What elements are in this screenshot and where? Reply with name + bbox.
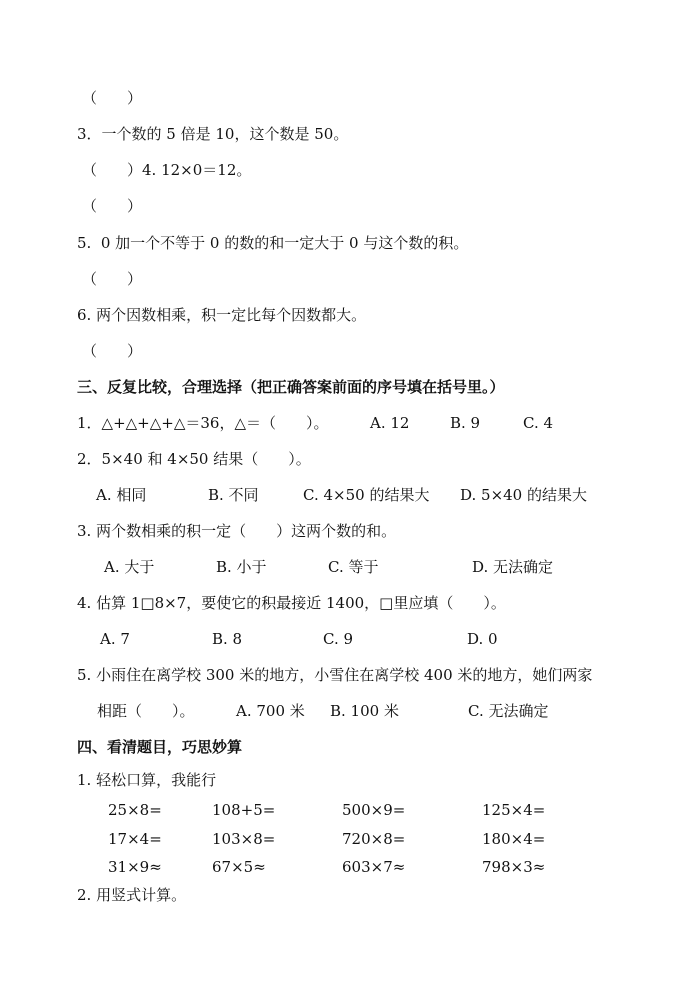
- section-4-heading: 四、看清题目，巧思妙算: [77, 738, 243, 756]
- calc-item: 125×4=: [482, 801, 546, 819]
- choice-question-3: 3. 两个数相乘的积一定（ ）这两个数的和。: [77, 522, 397, 540]
- choice-option: B. 小于: [216, 558, 267, 576]
- choice-option: A. 大于: [104, 558, 155, 576]
- answer-paren: （ ）: [82, 89, 143, 107]
- calc-item: 500×9=: [342, 801, 406, 819]
- choice-option: B. 100 米: [330, 702, 399, 720]
- choice-option: D. 5×40 的结果大: [460, 486, 587, 504]
- answer-paren: （ ）: [82, 342, 143, 360]
- choice-option: C. 9: [323, 630, 354, 648]
- choice-option: C. 无法确定: [468, 702, 549, 720]
- section-3-heading: 三、反复比较，合理选择（把正确答案前面的序号填在括号里。）: [77, 378, 505, 396]
- judge-question-6: 6. 两个因数相乘，积一定比每个因数都大。: [77, 306, 367, 324]
- calc-item: 798×3≈: [482, 858, 546, 876]
- choice-option: A. 相同: [96, 486, 147, 504]
- choice-option: A. 7: [100, 630, 130, 648]
- choice-option: C. 4: [523, 414, 554, 432]
- calc-item: 25×8=: [108, 801, 162, 819]
- answer-paren: （ ）: [82, 270, 143, 288]
- calc-item: 720×8=: [342, 830, 406, 848]
- choice-question-5-continued: 相距（ ）。: [97, 702, 195, 720]
- choice-question-4: 4. 估算 1□8×7，要使它的积最接近 1400，□里应填（ ）。: [77, 594, 506, 612]
- choice-option: C. 等于: [328, 558, 379, 576]
- choice-option: B. 9: [450, 414, 481, 432]
- judge-question-4: （ ）4. 12×0＝12。: [82, 161, 252, 179]
- choice-option: B. 不同: [208, 486, 259, 504]
- calc-item: 17×4=: [108, 830, 162, 848]
- judge-question-5: 5. 0 加一个不等于 0 的数的和一定大于 0 与这个数的积。: [77, 234, 469, 252]
- answer-paren: （ ）: [82, 197, 143, 215]
- vertical-calc-subheading: 2. 用竖式计算。: [77, 886, 187, 904]
- choice-option: C. 4×50 的结果大: [303, 486, 430, 504]
- choice-option: D. 0: [467, 630, 498, 648]
- choice-option: B. 8: [212, 630, 243, 648]
- calc-item: 31×9≈: [108, 858, 162, 876]
- choice-question-5: 5. 小雨住在离学校 300 米的地方，小雪住在离学校 400 米的地方，她们两家: [77, 666, 593, 684]
- choice-option: A. 12: [370, 414, 410, 432]
- calc-item: 180×4=: [482, 830, 546, 848]
- oral-calc-subheading: 1. 轻松口算，我能行: [77, 771, 217, 789]
- calc-item: 67×5≈: [212, 858, 266, 876]
- calc-item: 603×7≈: [342, 858, 406, 876]
- calc-item: 108+5=: [212, 801, 276, 819]
- choice-question-1: 1．△+△+△+△＝36，△＝（ ）。: [77, 414, 329, 432]
- judge-question-3: 3．一个数的 5 倍是 10，这个数是 50。: [77, 125, 349, 143]
- choice-option: D. 无法确定: [472, 558, 554, 576]
- calc-item: 103×8=: [212, 830, 276, 848]
- choice-option: A. 700 米: [236, 702, 305, 720]
- choice-question-2: 2．5×40 和 4×50 结果（ ）。: [77, 450, 311, 468]
